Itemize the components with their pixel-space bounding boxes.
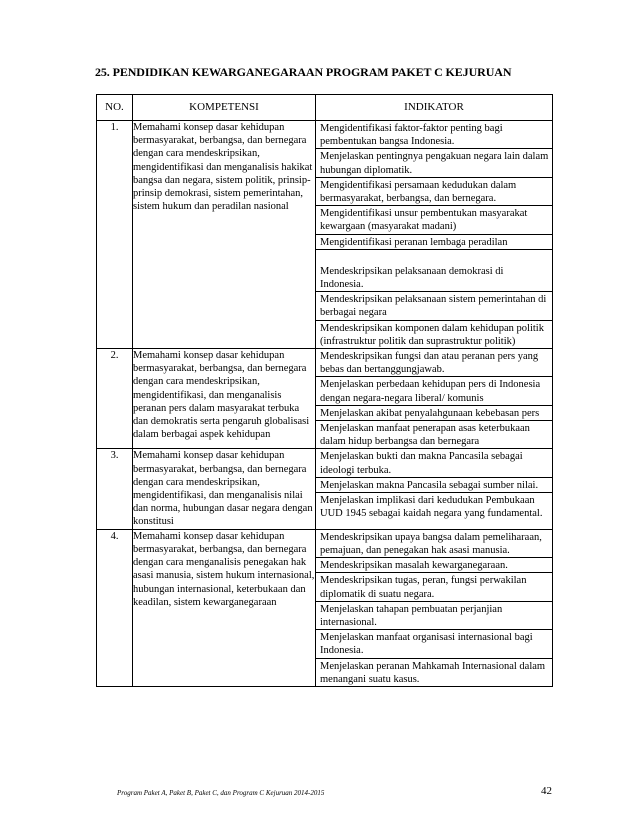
footer-note: Program Paket A, Paket B, Paket C, dan Program C Kejuruan 2014-2015	[117, 789, 325, 797]
row-number: 4.	[97, 529, 133, 686]
indicator-item: Mendeskripsikan komponen dalam kehidupan politik (infrastruktur politik dan suprastruktur politik)	[320, 322, 544, 347]
table-row	[97, 529, 553, 686]
indicator-item: Mendeskripsikan pelaksanaan sistem pemerintahan di berbagai negara	[316, 292, 552, 320]
table-row	[97, 449, 553, 529]
indicator-list	[316, 449, 553, 529]
document-title: 25. PENDIDIKAN KEWARGANEGARAAN PROGRAM PAKET C KEJURUAN	[95, 65, 512, 79]
table-header-row	[97, 95, 553, 121]
indicator-item: Menjelaskan makna Pancasila sebagai sumber nilai.	[316, 478, 552, 493]
header-no: NO.	[97, 95, 133, 121]
indicator-item: Mengidentifikasi unsur pembentukan masyarakat kewargaan (masyarakat madani)	[316, 206, 552, 234]
indicator-item: Menjelaskan manfaat organisasi internasional bagi Indonesia.	[316, 630, 552, 658]
header-indikator: INDIKATOR	[316, 95, 553, 121]
indicator-list	[316, 529, 553, 686]
header-kompetensi: KOMPETENSI	[133, 95, 316, 121]
row-number: 3.	[97, 449, 133, 529]
table-row	[97, 349, 553, 449]
indicator-item: Mengidentifikasi peranan lembaga peradilan	[316, 235, 552, 250]
indicator-item: Menjelaskan pentingnya pengakuan negara lain dalam hubungan diplomatik.	[316, 149, 552, 177]
indicator-item: Mendeskripsikan pelaksanaan demokrasi di Indonesia.	[316, 264, 552, 292]
competency-text: Memahami konsep dasar kehidupan bermasyarakat, berbangsa, dan bernegara dengan cara mendeskripsikan, mengidentifikasi dan menganalisis hakikat bangsa dan negara, sistem politik, prinsip-prinsip demokrasi, sistem pemerintahan, sistem hukum dan peradilan nasional	[133, 121, 316, 349]
row-number: 2.	[97, 349, 133, 449]
competency-text: Memahami konsep dasar kehidupan bermasyarakat, berbangsa, dan bernegara dengan cara menganalisis penegakan hak asasi manusia, sistem hukum internasional, hubungan internasional, keterbukaan dan keadilan, sistem kewarganegaraan	[133, 529, 316, 686]
indicator-item: Mengidentifikasi faktor-faktor penting bagi pembentukan bangsa Indonesia.	[316, 121, 552, 149]
table-row	[97, 121, 553, 349]
indicator-item: Menjelaskan akibat penyalahgunaan kebebasan pers	[316, 406, 552, 421]
indicator-spacer	[316, 250, 552, 264]
competency-table	[96, 94, 553, 687]
indicator-list	[316, 121, 553, 349]
indicator-item: Mengidentifikasi persamaan kedudukan dalam bermasyarakat, berbangsa, dan bernegara.	[316, 178, 552, 206]
indicator-item: Menjelaskan perbedaan kehidupan pers di Indonesia dengan negara-negara liberal/ komunis	[316, 377, 552, 405]
indicator-item: Menjelaskan implikasi dari kedudukan Pembukaan UUD 1945 sebagai kaidah negara yang fundamental.	[320, 495, 543, 520]
page-number: 42	[541, 785, 552, 797]
competency-text: Memahami konsep dasar kehidupan bermasyarakat, berbangsa, dan bernegara dengan cara mendeskripsikan, mengidentifikasi, dan menganalisis nilai dan norma, hubungan dasar negara dengan konstitusi	[133, 449, 316, 529]
indicator-item: Mendeskripsikan tugas, peran, fungsi perwakilan diplomatik di suatu negara.	[316, 573, 552, 601]
indicator-item: Menjelaskan tahapan pembuatan perjanjian internasional.	[316, 602, 552, 630]
indicator-item: Menjelaskan peranan Mahkamah Internasional dalam menangani suatu kasus.	[320, 660, 546, 685]
indicator-list	[316, 349, 553, 449]
indicator-item: Menjelaskan manfaat penerapan asas keterbukaan dalam hidup berbangsa dan bernegara	[320, 423, 530, 448]
indicator-item: Mendeskripsikan upaya bangsa dalam pemeliharaan, pemajuan, dan penegakan hak asasi manusia.	[316, 530, 552, 558]
indicator-item: Mendeskripsikan fungsi dan atau peranan pers yang bebas dan bertanggungjawab.	[316, 349, 552, 377]
indicator-item: Menjelaskan bukti dan makna Pancasila sebagai ideologi terbuka.	[316, 449, 552, 477]
competency-text: Memahami konsep dasar kehidupan bermasyarakat, berbangsa, dan bernegara dengan cara mendeskripsikan, mengidentifikasi, dan menganalisis peranan pers dalam masyarakat terbuka dan demokratis serta pengaruh globalisasi dalam berbagai aspek kehidupan	[133, 349, 316, 449]
row-number: 1.	[97, 121, 133, 349]
indicator-item: Mendeskripsikan masalah kewarganegaraan.	[316, 558, 552, 573]
